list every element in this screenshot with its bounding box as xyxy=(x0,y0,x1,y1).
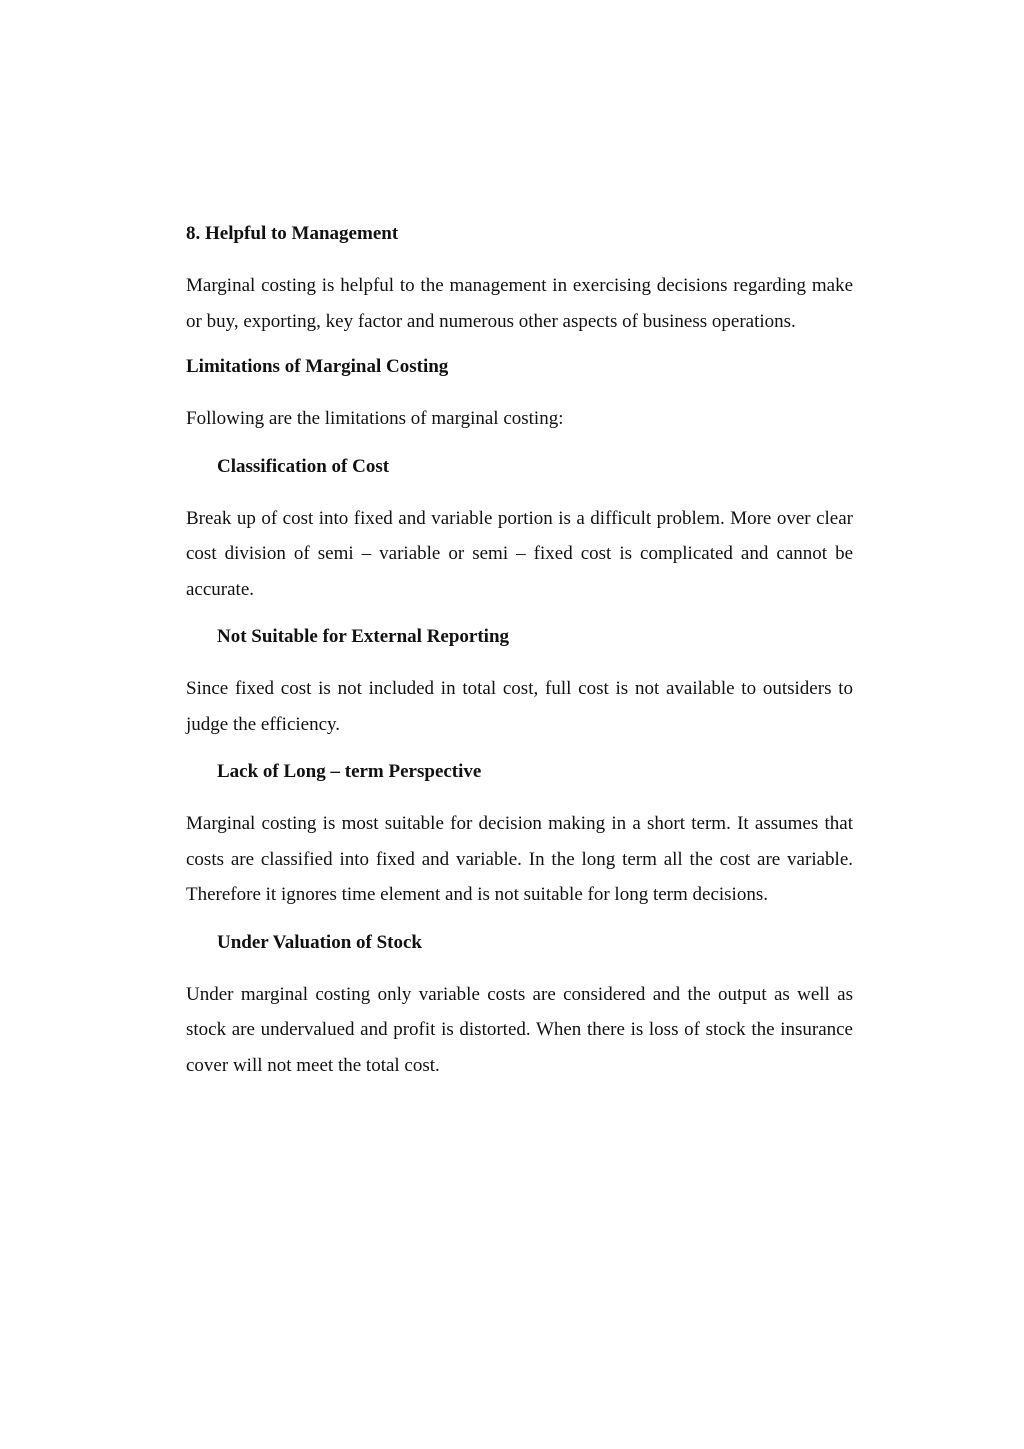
section-heading-helpful-to-management: 8. Helpful to Management xyxy=(186,223,399,244)
document-page xyxy=(186,220,853,1083)
subheading-external-reporting: Not Suitable for External Reporting xyxy=(217,626,510,647)
paragraph-helpful-to-management: Marginal costing is helpful to the management in exercising decisions regarding make or buy, exporting, key factor and numerous other aspects of business operations. xyxy=(186,275,853,332)
subheading-under-valuation-of-stock: Under Valuation of Stock xyxy=(217,931,423,953)
paragraph-external-reporting: Since fixed cost is not included in total cost, full cost is not available to outsiders to judge the efficiency. xyxy=(186,678,853,735)
paragraph-under-valuation-of-stock: Under marginal costing only variable costs are considered and the output as well as stock are undervalued and profit is distorted. When there is loss of stock the insurance cover will not meet the total cost. xyxy=(186,983,853,1076)
paragraph-classification-of-cost: Break up of cost into fixed and variable portion is a difficult problem. More over clear cost division of semi – variable or semi – fixed cost is complicated and cannot be accurate. xyxy=(186,507,853,600)
subheading-classification-of-cost: Classification of Cost xyxy=(217,455,390,477)
subheading-long-term-perspective: Lack of Long – term Perspective xyxy=(217,761,482,782)
section-heading-limitations: Limitations of Marginal Costing xyxy=(186,356,449,377)
paragraph-limitations-intro: Following are the limitations of marginal costing: xyxy=(186,408,564,429)
paragraph-long-term-perspective: Marginal costing is most suitable for decision making in a short term. It assumes that costs are classified into fixed and variable. In the long term all the cost are variable. Therefore it ignores time element and is not suitable for long term decisions. xyxy=(186,813,853,905)
